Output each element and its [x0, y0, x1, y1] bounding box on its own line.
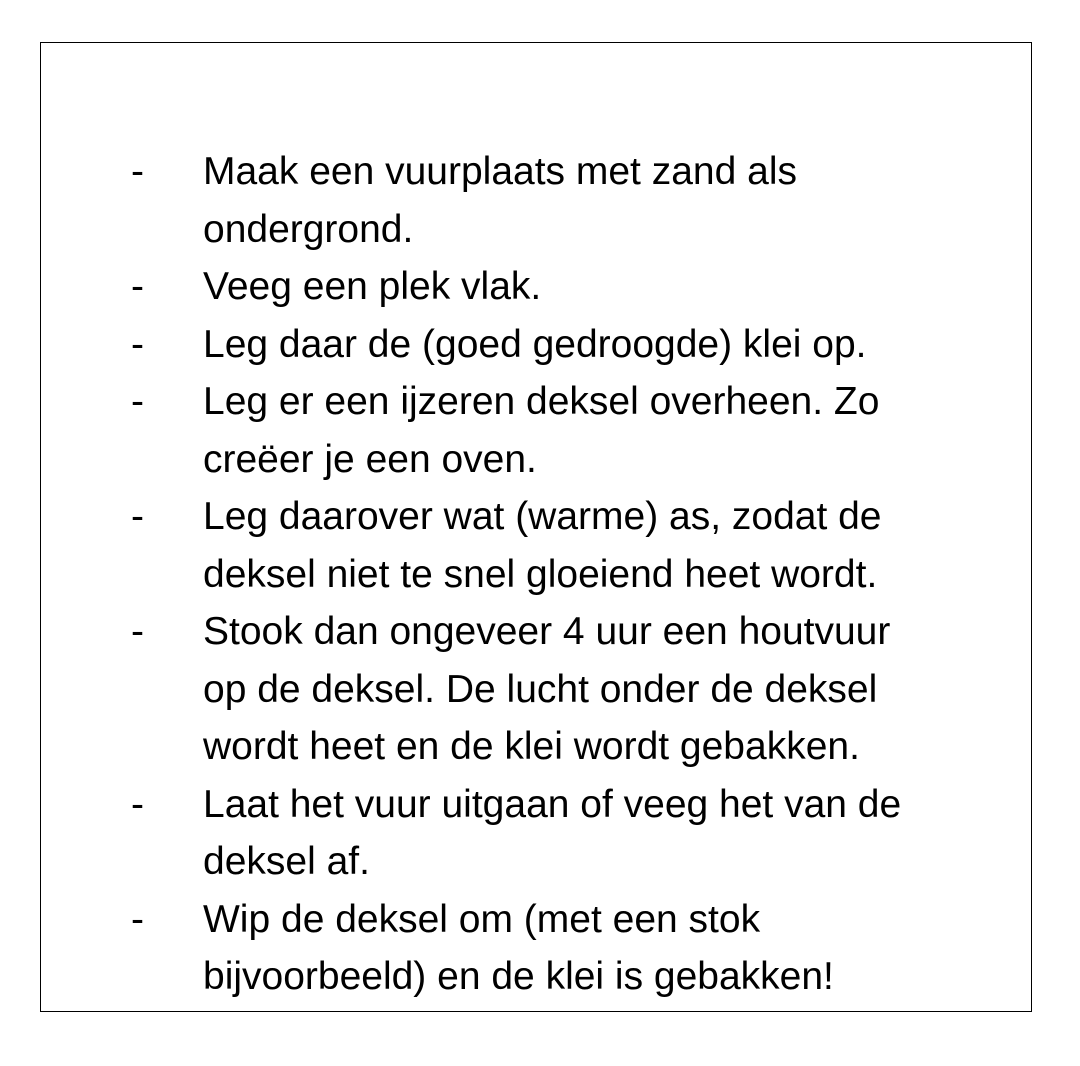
steps-list	[41, 143, 1003, 1006]
list-item	[41, 891, 1003, 1006]
step-text: Veeg een plek vlak.	[203, 265, 542, 308]
list-item	[41, 258, 1003, 316]
bullet-dash: -	[131, 322, 144, 366]
step-text: Wip de deksel om (met een stok bijvoorbeeld) en de klei is gebakken!	[203, 897, 834, 998]
list-item	[41, 373, 1003, 488]
bullet-dash: -	[131, 610, 144, 653]
bullet-dash: -	[131, 150, 144, 193]
list-item	[41, 776, 1003, 891]
bullet-dash: -	[131, 495, 144, 538]
step-text: Leg daar de (goed gedroogde) klei op.	[203, 322, 867, 366]
bullet-dash: -	[131, 897, 144, 941]
step-text: Maak een vuurplaats met zand als ondergrond.	[203, 150, 797, 251]
list-item	[41, 316, 1003, 374]
list-item	[41, 488, 1003, 603]
bullet-dash: -	[131, 380, 144, 423]
step-text: Leg er een ijzeren deksel overheen. Zo creëer je een oven.	[203, 380, 880, 481]
list-item	[41, 143, 1003, 258]
step-text: Leg daarover wat (warme) as, zodat de deksel niet te snel gloeiend heet wordt.	[203, 495, 882, 596]
instructions-box	[40, 42, 1032, 1012]
bullet-dash: -	[131, 265, 144, 308]
list-item	[41, 603, 1003, 776]
step-text: Stook dan ongeveer 4 uur een houtvuur op de deksel. De lucht onder de deksel wordt heet en de klei wordt gebakken.	[203, 610, 891, 768]
step-text: Laat het vuur uitgaan of veeg het van de deksel af.	[203, 782, 902, 883]
bullet-dash: -	[131, 782, 144, 826]
